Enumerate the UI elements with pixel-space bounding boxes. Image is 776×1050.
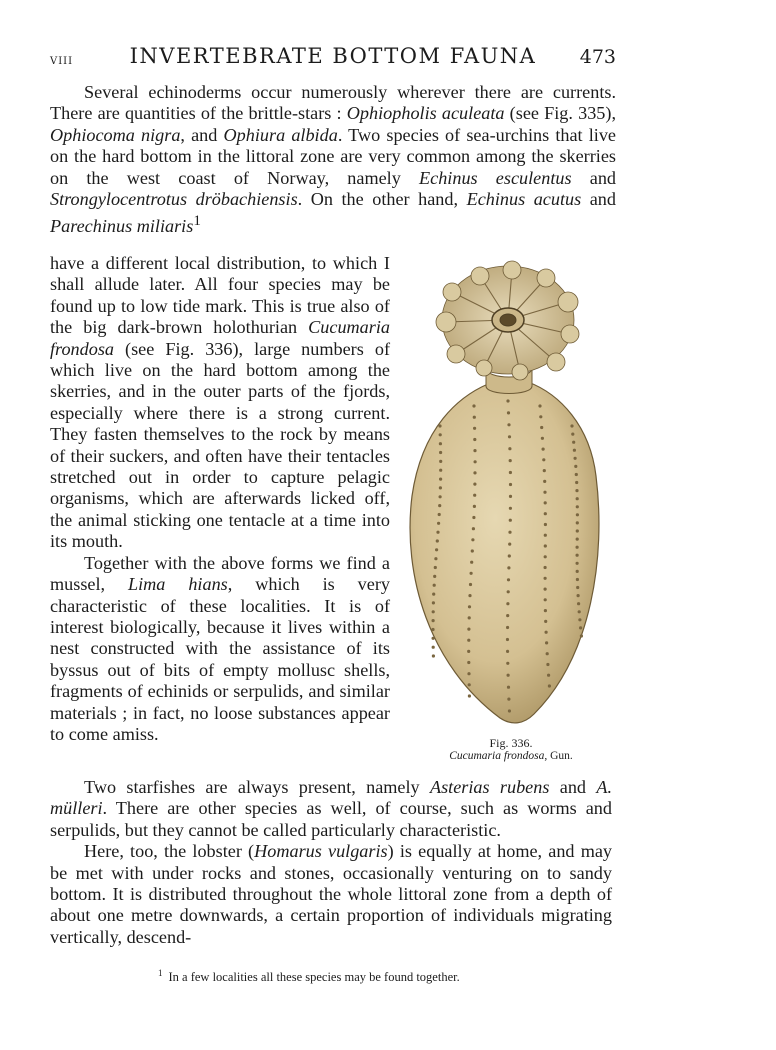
tube-foot	[473, 427, 476, 430]
tube-foot	[432, 601, 435, 604]
tube-foot	[548, 684, 551, 687]
tube-foot	[546, 663, 549, 666]
tube-foot	[432, 637, 435, 640]
tube-foot	[577, 602, 580, 605]
text-run: have a different local distribution, to which I shall allude later. All four species may be found up to low tide mark. This is true also of the big dark-brown holothurian	[50, 253, 390, 338]
tube-foot	[540, 426, 543, 429]
tube-foot	[538, 404, 541, 407]
tube-foot	[508, 531, 511, 534]
text-run: Together with the above forms we find a mussel,	[50, 552, 390, 595]
tube-foot	[508, 435, 511, 438]
tube-foot	[544, 512, 547, 515]
species-name: Echinus esculentus	[419, 167, 572, 188]
tube-foot	[467, 628, 470, 631]
tube-foot	[506, 399, 509, 402]
tube-foot	[472, 516, 475, 519]
tube-foot	[471, 538, 474, 541]
tube-foot	[473, 449, 476, 452]
species-name: Echinus acutus	[466, 189, 582, 210]
tube-foot	[439, 460, 442, 463]
tube-foot	[509, 507, 512, 510]
tube-foot	[506, 626, 509, 629]
page-header	[50, 44, 616, 74]
tube-foot	[472, 527, 475, 530]
tube-foot	[508, 554, 511, 557]
tube-foot	[576, 497, 579, 500]
tube-foot	[467, 661, 470, 664]
tube-foot	[506, 650, 509, 653]
text-run: . Two species of sea-urchins that live on the hard bottom in the littoral zone are very common among the skerries on the west coast of Norway, namely	[50, 124, 617, 188]
tube-foot	[473, 438, 476, 441]
tube-foot	[509, 471, 512, 474]
tube-foot	[574, 457, 577, 460]
sea-cucumber-illustration	[400, 256, 622, 736]
body-shape	[410, 382, 599, 723]
tube-foot	[545, 641, 548, 644]
tube-foot	[436, 531, 439, 534]
tube-foot	[507, 674, 510, 677]
tube-foot	[506, 602, 509, 605]
tube-foot	[468, 616, 471, 619]
figure-caption-species: Cucumaria frondosa	[449, 750, 545, 762]
tube-foot	[509, 459, 512, 462]
figure-caption	[400, 750, 622, 762]
tube-foot	[572, 441, 575, 444]
tube-foot	[573, 449, 576, 452]
species-name: Ophiocoma nigra	[50, 124, 181, 145]
tube-foot	[546, 652, 549, 655]
tube-foot	[507, 423, 510, 426]
paragraph-2	[50, 553, 390, 746]
tube-foot	[439, 486, 442, 489]
text-run: and	[571, 167, 617, 188]
tube-foot	[544, 620, 547, 623]
footnote	[158, 968, 460, 985]
tube-foot	[575, 481, 578, 484]
tube-foot	[542, 448, 545, 451]
tube-foot	[473, 483, 476, 486]
tube-foot	[439, 451, 442, 454]
tube-foot	[576, 538, 579, 541]
species-name: Homarus vulgaris	[254, 841, 388, 862]
tube-foot	[432, 610, 435, 613]
tube-foot	[544, 544, 547, 547]
running-head: INVERTEBRATE BOTTOM FAUNA	[129, 44, 537, 68]
text-run: Here, too, the lobster (	[84, 841, 255, 862]
tube-foot	[541, 437, 544, 440]
wrapped-column	[50, 253, 390, 745]
paragraph-3	[50, 777, 612, 841]
species-name: Asterias rubens	[429, 777, 550, 797]
paragraph-4	[50, 841, 612, 948]
tube-foot	[507, 686, 510, 689]
tube-foot	[508, 709, 511, 712]
tube-foot	[570, 424, 573, 427]
tube-foot	[542, 458, 545, 461]
tube-foot	[506, 638, 509, 641]
tube-foot	[432, 654, 435, 657]
tube-foot	[575, 473, 578, 476]
lower-paragraphs	[50, 777, 612, 948]
text-run: Two starfishes are always present, namely	[84, 777, 430, 797]
tube-foot	[576, 529, 579, 532]
tube-foot	[576, 562, 579, 565]
tube-foot	[439, 469, 442, 472]
tube-foot	[437, 522, 440, 525]
tube-foot	[470, 572, 473, 575]
tube-foot	[539, 415, 542, 418]
species-name: Ophiura albida	[223, 124, 338, 145]
tube-foot	[576, 578, 579, 581]
tube-foot	[577, 594, 580, 597]
tube-foot	[467, 650, 470, 653]
tube-foot	[438, 513, 441, 516]
text-run: (see Fig. 335),	[504, 103, 616, 124]
tube-foot	[506, 614, 509, 617]
tube-foot	[543, 491, 546, 494]
page-number: 473	[579, 46, 616, 68]
tube-foot	[576, 513, 579, 516]
text-run: and	[549, 777, 597, 797]
tube-foot	[509, 483, 512, 486]
species-name: Lima hians	[128, 574, 228, 595]
tube-foot	[547, 674, 550, 677]
tube-foot	[509, 495, 512, 498]
tube-foot	[578, 610, 581, 613]
tube-foot	[473, 471, 476, 474]
tube-foot	[469, 583, 472, 586]
tube-foot	[470, 561, 473, 564]
tube-foot	[544, 534, 547, 537]
tube-foot	[468, 605, 471, 608]
tube-foot	[508, 447, 511, 450]
tube-foot	[574, 465, 577, 468]
tube-foot	[474, 460, 477, 463]
tube-foot	[467, 672, 470, 675]
figure-label: Fig. 336.	[489, 736, 533, 750]
tube-foot	[576, 505, 579, 508]
species-name: Parechinus miliaris	[50, 216, 194, 237]
text-run: , and	[180, 124, 224, 145]
tube-foot	[438, 424, 441, 427]
tube-foot	[472, 404, 475, 407]
species-name: Cucumaria frondosa	[50, 317, 390, 359]
tube-foot	[433, 575, 436, 578]
tube-foot	[439, 433, 442, 436]
tube-foot	[545, 631, 548, 634]
paragraph-1-continued	[50, 253, 390, 553]
mouth	[492, 308, 524, 332]
tube-foot	[432, 619, 435, 622]
tube-foot	[439, 495, 442, 498]
tube-foot	[434, 566, 437, 569]
tube-foot	[436, 539, 439, 542]
species-name: Ophiopholis aculeata	[346, 103, 505, 124]
tube-foot	[471, 549, 474, 552]
tube-foot	[433, 584, 436, 587]
tube-foot	[439, 442, 442, 445]
tube-foot	[544, 598, 547, 601]
tube-foot	[576, 521, 579, 524]
tube-foot	[468, 694, 471, 697]
tube-foot	[576, 586, 579, 589]
tube-foot	[544, 523, 547, 526]
tube-foot	[580, 634, 583, 637]
tube-foot	[468, 594, 471, 597]
footnote-ref: 1	[193, 212, 201, 230]
tube-foot	[507, 590, 510, 593]
footnote-marker: 1	[158, 968, 163, 978]
tube-foot	[543, 469, 546, 472]
text-run: . There are other species as well, of course, such as worms and serpulids, but they cannot be called particularly characteristic.	[50, 798, 612, 840]
tube-foot	[507, 698, 510, 701]
tube-foot	[439, 478, 442, 481]
tube-foot	[507, 566, 510, 569]
tube-foot	[575, 489, 578, 492]
text-run: (see Fig. 336), large numbers of which live on the hard bottom among the skerries, and in the outer parts of the fjords, especially where there is a strong current. They fasten themselves to the rock by means of their suckers, and often have their tentacles stretched out in order to capture pelagic organisms, which are afterwards licked off, the animal sticking one tentacle at a time into its mouth.	[50, 338, 390, 552]
tube-foot	[571, 433, 574, 436]
text-run: and	[581, 189, 616, 210]
tube-foot	[473, 416, 476, 419]
figure-336	[400, 256, 622, 766]
tube-foot	[467, 639, 470, 642]
species-name: A. mülleri	[50, 777, 613, 819]
tube-foot	[507, 578, 510, 581]
figure-caption-author: , Gun.	[544, 750, 573, 762]
tube-foot	[543, 480, 546, 483]
chapter-folio: VIII	[50, 56, 74, 67]
tube-foot	[576, 554, 579, 557]
text-run: . On the other hand,	[297, 189, 467, 210]
tube-foot	[432, 646, 435, 649]
tube-foot	[507, 411, 510, 414]
paragraph-1-top	[50, 82, 616, 238]
text-run: ) is equally at home, and may be met with under rocks and stones, occasionally venturing on to sandy bottom. It is distributed throughout the whole littoral zone from a depth of about one metre downwards, a certain proportion of individuals migrating vertically, descend-	[50, 841, 613, 947]
tube-foot	[438, 504, 441, 507]
tube-foot	[544, 609, 547, 612]
tube-foot	[544, 588, 547, 591]
footnote-text: In a few localities all these species may be found together.	[168, 970, 460, 985]
tube-foot	[509, 519, 512, 522]
text-run: , which is very characteristic of these localities. It is of interest biologically, because it lives within a nest constructed with the assistance of its byssus out of bits of empty mollusc shells, fragments of echinids or serpulids, and similar materials ; in fact, no loose substances appear to come amiss.	[50, 574, 390, 744]
tube-foot	[544, 566, 547, 569]
tube-foot	[473, 494, 476, 497]
tube-foot	[544, 501, 547, 504]
text-run: Several echinoderms occur numerously wherever there are currents. There are quantities of the brittle-stars :	[50, 82, 616, 124]
tube-foot	[544, 555, 547, 558]
tube-foot	[473, 505, 476, 508]
tube-foot	[435, 548, 438, 551]
tube-foot	[431, 628, 434, 631]
tube-foot	[432, 593, 435, 596]
tube-foot	[544, 577, 547, 580]
tube-foot	[576, 570, 579, 573]
tube-foot	[434, 557, 437, 560]
tube-foot	[508, 543, 511, 546]
tube-foot	[506, 662, 509, 665]
tube-foot	[576, 546, 579, 549]
tube-foot	[578, 618, 581, 621]
tube-foot	[579, 626, 582, 629]
tube-foot	[468, 683, 471, 686]
species-name: Strongylocentrotus dröbachiensis	[50, 189, 298, 210]
